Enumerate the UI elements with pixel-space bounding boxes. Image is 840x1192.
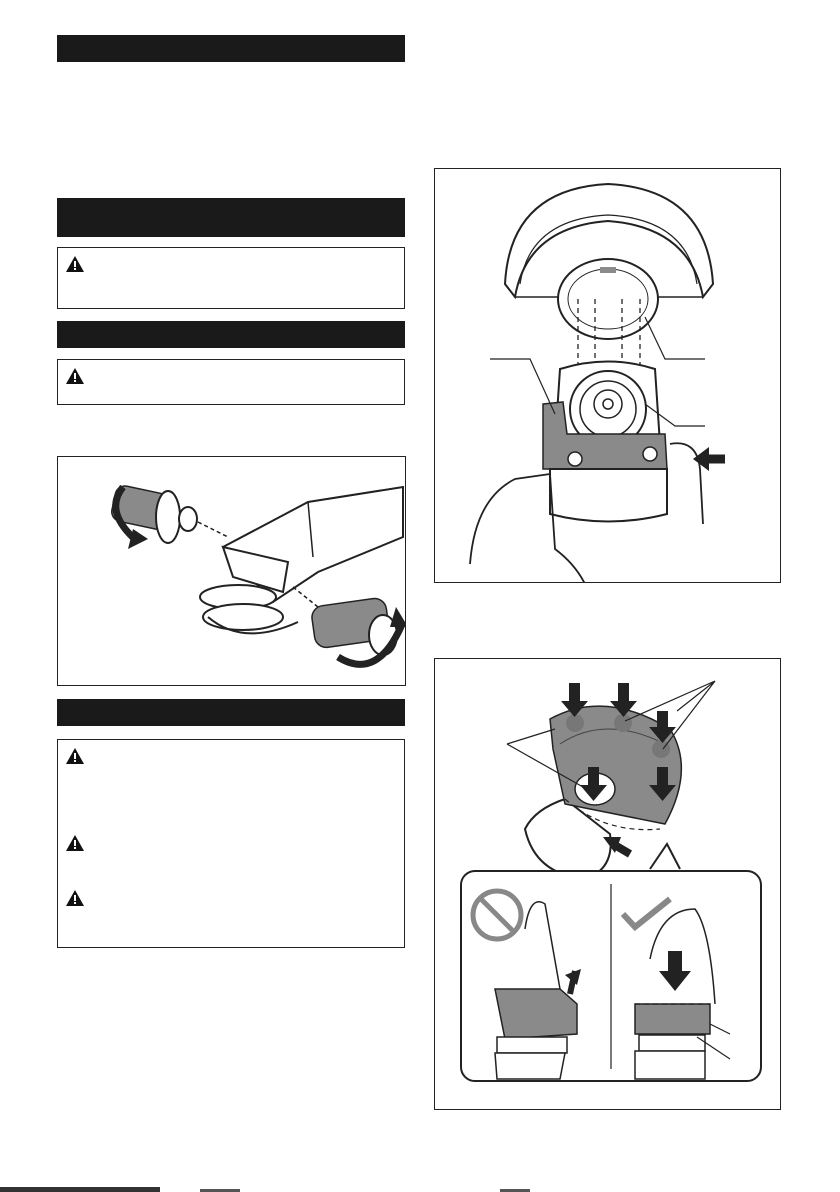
- section-header-bar-2: [57, 198, 405, 237]
- warning-box-2: [57, 359, 405, 405]
- warning-triangle-icon: [66, 835, 84, 851]
- guard-pressing-figure: [434, 658, 781, 1110]
- section-header-bar-3: [57, 321, 405, 348]
- warning-triangle-icon: [66, 890, 84, 906]
- wheel-guard-alignment-figure: [434, 168, 781, 583]
- warning-box-1: [57, 247, 405, 309]
- warning-box-3: [57, 739, 405, 948]
- side-grip-figure: [57, 456, 406, 686]
- warning-triangle-icon: [66, 748, 84, 764]
- section-header-bar-4: [57, 699, 405, 726]
- page-footer-strip: [0, 1187, 840, 1192]
- warning-triangle-icon: [66, 368, 84, 384]
- section-header-bar-1: [57, 35, 405, 62]
- warning-triangle-icon: [66, 256, 84, 272]
